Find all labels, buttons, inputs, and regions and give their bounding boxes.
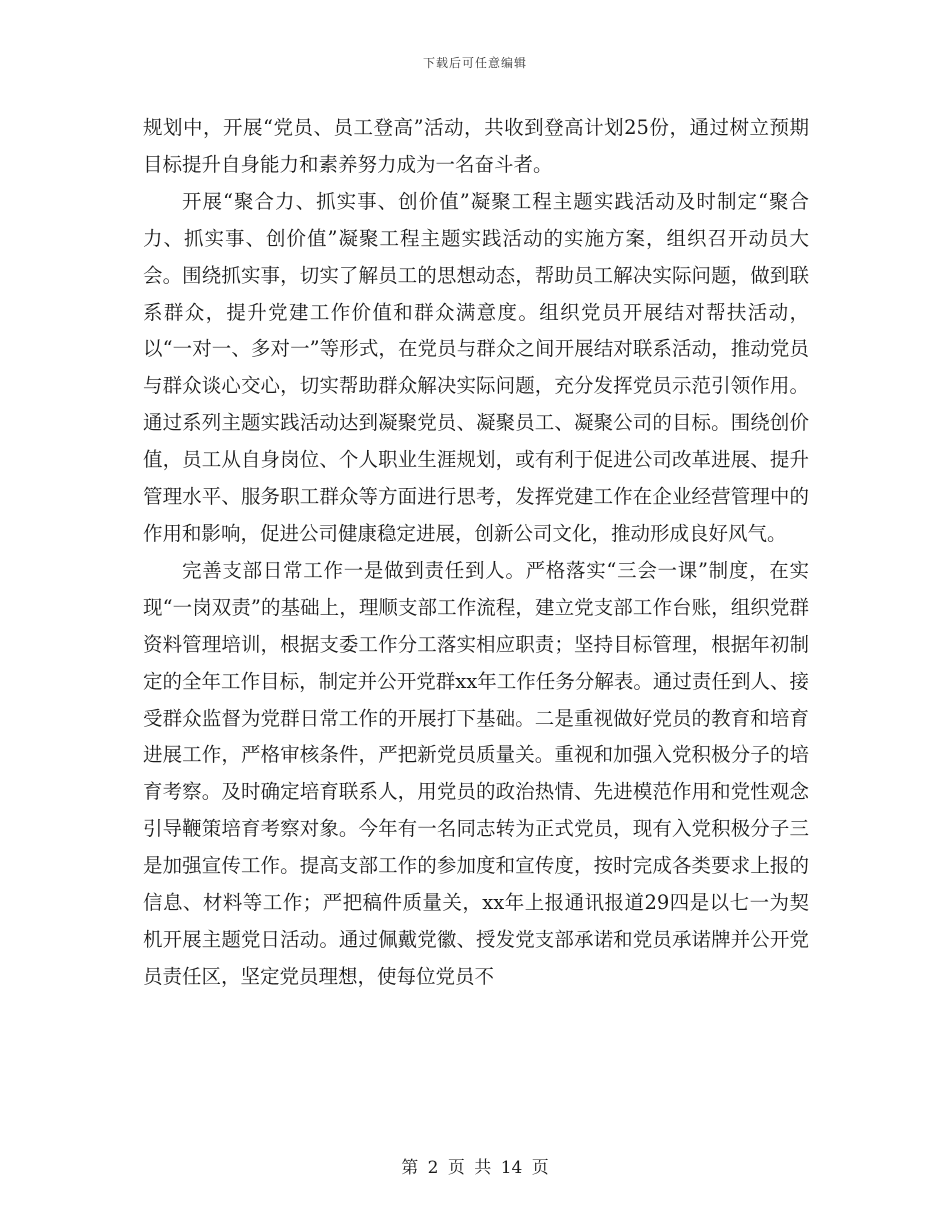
document-body: [143, 110, 809, 996]
paragraph-2: 开展“聚合力、抓实事、创价值”凝聚工程主题实践活动及时制定“聚合力、抓实事、创价值”凝聚工程主题实践活动的实施方案，组织召开动员大会。围绕抓实事，切实了解员工的思想动态，帮助员工解决实际问题，做到联系群众，提升党建工作价值和群众满意度。组织党员开展结对帮扶活动，以“一对一、多对一”等形式，在党员与群众之间开展结对联系活动，推动党员与群众谈心交心，切实帮助群众解决实际问题，充分发挥党员示范引领作用。通过系列主题实践活动达到凝聚党员、凝聚员工、凝聚公司的目标。围绕创价值，员工从自身岗位、个人职业生涯规划，或有利于促进公司改革进展、提升管理水平、服务职工群众等方面进行思考，发挥党建工作在企业经营管理中的作用和影响，促进公司健康稳定进展，创新公司文化，推动形成良好风气。: [143, 189, 809, 545]
paragraph-1: 规划中，开展“党员、员工登高”活动，共收到登高计划25份，通过树立预期目标提升自身能力和素养努力成为一名奋斗者。: [143, 116, 809, 176]
page-number-footer: 第 2 页 共 14 页: [401, 1158, 549, 1178]
paragraph-3: 完善支部日常工作一是做到责任到人。严格落实“三会一课”制度，在实现“一岗双责”的基础上，理顺支部工作流程，建立党支部工作台账，组织党群资料管理培训，根据支委工作分工落实相应职责；坚持目标管理，根据年初制定的全年工作目标，制定并公开党群xx年工作任务分解表。通过责任到人、接受群众监督为党群日常工作的开展打下基础。二是重视做好党员的教育和培育进展工作，严格审核条件，严把新党员质量关。重视和加强入党积极分子的培育考察。及时确定培育联系人，用党员的政治热情、先进模范作用和党性观念引导鞭策培育考察对象。今年有一名同志转为正式党员，现有入党积极分子三是加强宣传工作。提高支部工作的参加度和宣传度，按时完成各类要求上报的信息、材料等工作；严把稿件质量关，xx年上报通讯报道29四是以七一为契机开展主题党日活动。通过佩戴党徽、授发党支部承诺和党员承诺牌并公开党员责任区，坚定党员理想，使每位党员不: [143, 558, 809, 988]
page-header: 下载后可任意编辑: [422, 56, 527, 70]
